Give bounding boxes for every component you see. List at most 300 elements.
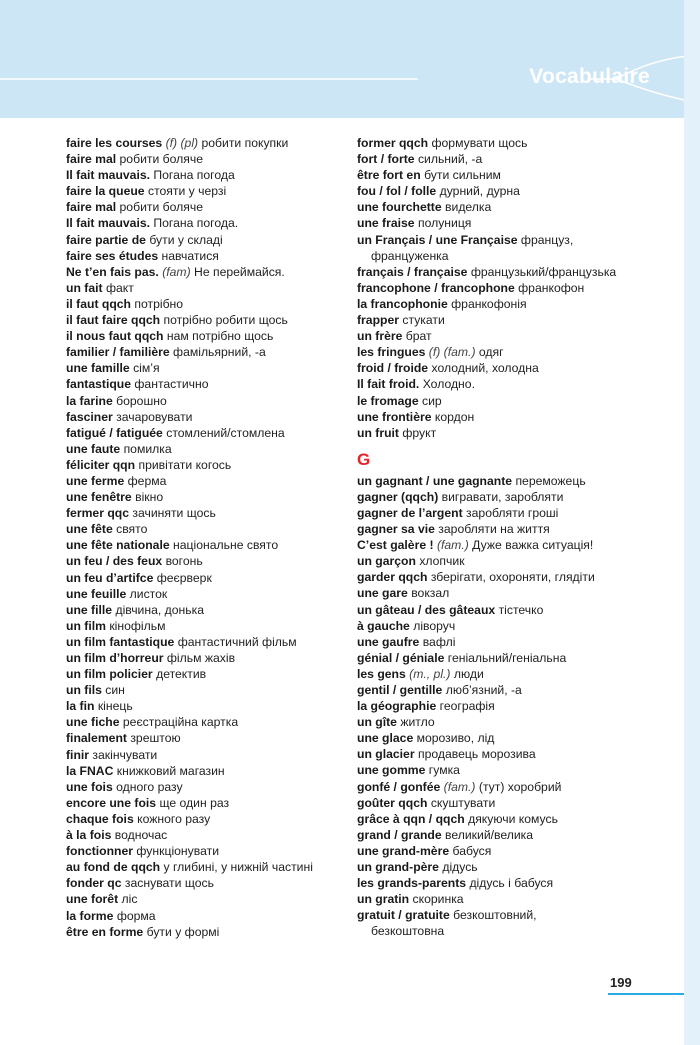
vocab-term: faire mal [66,152,117,167]
vocab-term: gratuit / gratuite [357,908,450,923]
vocab-entry [66,618,346,634]
vocab-term: une frontière [357,409,432,424]
vocab-translation: фрукт [402,425,437,440]
vocab-term: C’est galère ! [357,538,434,553]
vocab-entry [66,891,346,907]
vocab-term: un garçon [357,554,416,569]
header-wave-line [0,0,700,118]
vocab-entry [357,602,692,618]
vocab-translation: привітати когось [138,457,232,472]
vocab-translation: безкоштовний, [453,908,537,923]
vocab-translation: кордон [434,409,475,424]
vocab-term: Il fait mauvais. [66,216,150,231]
vocab-term: la francophonie [357,296,448,311]
vocab-translation: гумка [428,763,460,778]
vocab-term: un gîte [357,715,397,730]
vocab-term: frapper [357,313,399,328]
vocab-translation: фамільярний, -а [173,345,266,360]
vocab-translation: французький/французька [470,264,617,279]
vocab-translation: сім’я [133,361,160,376]
vocab-entry [66,232,346,248]
vocab-translation: холодний, холодна [431,361,539,376]
vocab-entry [66,183,346,199]
vocab-entry [357,393,692,409]
vocab-translation: вогонь [165,554,203,569]
vocab-translation: одяг [478,345,504,360]
vocab-translation: стояти у черзі [147,184,227,199]
vocab-translation: сильний, -а [417,152,483,167]
vocab-term: une fête nationale [66,538,170,553]
vocab-entry [357,795,692,811]
vocab-translation: безкоштовна [371,924,445,939]
vocab-translation: бути у складі [149,232,223,247]
vocab-entry [66,827,346,843]
vocab-translation: геніальний/геніальна [447,650,567,665]
vocab-translation: зберігати, охороняти, глядіти [430,570,595,585]
vocab-term: fermer qqc [66,506,129,521]
vocab-term: un film policier [66,667,153,682]
vocab-entry [357,650,692,666]
vocab-translation: тістечко [498,602,544,617]
vocab-translation: брат [405,329,432,344]
vocab-entry [66,537,346,553]
vocab-entry [357,473,692,489]
vocab-translation: реєстраційна картка [122,715,239,730]
vocab-entry [66,457,346,473]
vocab-entry [357,425,692,441]
vocab-term: être fort en [357,168,421,183]
vocab-entry [357,264,692,280]
vocab-entry [66,296,346,312]
vocab-term: une fraise [357,216,415,231]
vocab-term: une gaufre [357,634,420,649]
vocab-translation: зрештою [130,731,181,746]
vocab-entry [66,811,346,827]
vocab-term: un fils [66,683,102,698]
vocab-entry [357,698,692,714]
vocab-entry [66,730,346,746]
vocab-translation: заснувати щось [124,876,214,891]
vocab-translation: функціонувати [136,844,219,859]
vocab-term: à la fois [66,828,112,843]
vocab-entry [66,666,346,682]
vocab-entry [66,344,346,360]
vocab-term: une forêt [66,892,119,907]
vocab-term: faire mal [66,200,117,215]
right-column-g-entries [357,473,692,940]
vocab-translation: вигравати, заробляти [441,489,564,504]
vocab-term: gagner (qqch) [357,489,439,504]
vocab-translation: заробляти гроші [466,505,559,520]
vocab-entry [357,843,692,859]
vocab-translation: вікно [135,490,164,505]
vocab-entry [357,746,692,762]
vocab-translation: потрібно [134,296,184,311]
vocab-translation: дякуючи комусь [468,811,558,826]
vocab-translation: фантастично [134,377,209,392]
vocab-translation: стукати [402,313,445,328]
vocab-entry [66,489,346,505]
vocab-entry [357,811,692,827]
page-header [0,0,700,118]
vocab-term: une fourchette [357,200,442,215]
vocab-term: fantastique [66,377,132,392]
vocab-entry [357,618,692,634]
vocab-term: une famille [66,361,130,376]
vocab-entry [66,570,346,586]
vocab-translation: скоринка [412,892,464,907]
vocab-entry [66,505,346,521]
vocab-term: une fiche [66,715,120,730]
vocab-term: garder qqch [357,570,428,585]
vocab-term: faire ses études [66,248,159,263]
vocab-translation: географія [439,699,495,714]
vocab-translation: ферма [127,473,167,488]
vocab-entry [357,521,692,537]
vocab-entry [357,183,692,199]
vocab-term: une feuille [66,586,127,601]
vocab-translation: навчатися [161,248,219,263]
vocab-term: la forme [66,908,114,923]
vocab-term: finir [66,747,90,762]
vocab-translation: француз, [520,232,574,247]
vocab-translation: виделка [445,200,492,215]
vocab-term: la fin [66,699,95,714]
vocab-entry [66,264,346,280]
vocab-translation: зачиняти щось [132,506,216,521]
vocab-grammar-note: (fam) [162,264,191,279]
vocab-translation: робити покупки [201,136,289,150]
vocab-term: un gagnant / une gagnante [357,473,513,488]
vocab-entry [357,875,692,891]
vocab-translation: Не переймайся. [194,264,285,279]
vocab-translation: ще один раз [159,795,230,810]
vocab-entry [357,199,692,215]
vocab-entry [66,376,346,392]
vocab-term: au fond de qqch [66,860,161,875]
page-number-rule [608,993,684,995]
vocab-entry [66,280,346,296]
vocab-grammar-note: (fam.) [436,538,469,553]
vocab-entry [357,762,692,778]
vocab-term: une ferme [66,473,125,488]
vocab-term: un glacier [357,747,415,762]
vocab-translation: бабуся [452,843,492,858]
vocab-translation: феєрверк [156,570,212,585]
vocab-term: un gâteau / des gâteaux [357,602,496,617]
right-column-f-entries [357,135,692,441]
vocab-entry [66,167,346,183]
vocab-term: encore une fois [66,795,157,810]
vocab-entry [357,489,692,505]
vocab-term: fou / fol / folle [357,184,437,199]
vocab-term: la géographie [357,699,437,714]
vocab-entry [66,908,346,924]
vocab-term: un grand-père [357,860,439,875]
vocab-entry [357,891,692,907]
vocab-term: les gens [357,666,406,681]
vocab-entry [66,328,346,344]
vocab-entry [66,875,346,891]
vocab-translation: ліс [121,892,138,907]
vocab-term: la farine [66,393,113,408]
vocab-term: un Français / une Française [357,232,518,247]
vocab-term: fort / forte [357,152,415,167]
vocab-entry [357,923,692,939]
vocab-translation: фільм жахів [166,651,236,665]
vocab-term: il nous faut qqch [66,329,164,344]
vocab-translation: дідусь [442,860,478,875]
vocab-term: une gomme [357,763,426,778]
vocab-translation: бути сильним [424,168,501,183]
vocab-term: gonfé / gonfée [357,779,441,794]
vocab-translation: детектив [156,667,207,682]
vocab-term: un frère [357,329,403,344]
vocab-translation: водночас [114,828,168,843]
vocab-term: chaque fois [66,811,134,826]
vocab-entry [357,280,692,296]
vocab-translation: француженка [371,248,449,263]
vocab-entry [66,135,346,151]
vocab-entry [357,296,692,312]
vocab-translation: переможець [515,473,586,488]
vocab-entry [357,827,692,843]
vocab-entry [357,151,692,167]
vocab-translation: помилка [123,441,172,456]
vocab-term: fatigué / fatiguée [66,425,163,440]
vocab-term: former qqch [357,136,429,150]
vocab-translation: франкофонія [451,296,527,311]
vocab-entry [66,360,346,376]
vocab-translation: кінофільм [109,618,166,633]
vocab-entry [357,634,692,650]
vocab-term: Ne t’en fais pas. [66,264,159,279]
vocab-translation: (тут) хоробрий [478,779,562,794]
vocab-term: fonctionner [66,844,134,859]
vocab-entry [66,473,346,489]
vocab-term: fonder qc [66,876,122,891]
vocab-translation: закінчувати [92,747,158,762]
vocab-entry [357,714,692,730]
vocab-translation: дурний, дурна [439,184,520,199]
vocab-entry [66,586,346,602]
vocab-entry [66,215,346,231]
vocab-term: grand / grande [357,827,442,842]
vocab-entry [357,344,692,360]
vocab-translation: потрібно робити щось [163,313,288,328]
vocab-entry [357,312,692,328]
vocab-entry [66,199,346,215]
vocab-term: une glace [357,731,414,746]
vocab-term: français / française [357,264,468,279]
vocab-translation: заробляти на життя [438,522,550,537]
vocab-term: goûter qqch [357,795,428,810]
vocab-term: une fenêtre [66,490,132,505]
vocab-translation: Дуже важка ситуація! [472,538,594,553]
vocab-term: un film fantastique [66,634,175,649]
vocab-entry [66,553,346,569]
vocab-term: faire les courses [66,136,163,150]
vocab-entry [357,215,692,231]
vocab-entry [357,328,692,344]
vocab-translation: люб’язний, -а [445,683,522,697]
vocab-entry [357,907,692,923]
vocab-term: un fruit [357,425,399,440]
vocab-grammar-note: (f) (pl) [165,136,199,150]
vocab-entry [357,682,692,698]
vocab-term: finalement [66,731,127,746]
vocab-term: une faute [66,441,121,456]
vocab-entry [357,360,692,376]
vocab-term: Il fait mauvais. [66,168,150,183]
vocab-entry [66,441,346,457]
vocab-entry [66,795,346,811]
vocab-entry [66,409,346,425]
vocab-translation: скуштувати [430,795,496,810]
vocab-translation: франкофон [518,280,585,295]
vocab-term: gagner sa vie [357,522,435,537]
vocab-term: il faut faire qqch [66,313,161,328]
vocab-translation: листок [129,586,168,601]
vocab-translation: вафлі [422,634,456,649]
vocab-entry [357,167,692,183]
vocab-entry [66,393,346,409]
vocab-entry [357,553,692,569]
vocab-translation: Погана погода [153,168,235,183]
vocab-term: génial / géniale [357,650,445,665]
vocab-entry [357,569,692,585]
vocab-term: une fois [66,779,113,794]
page-number: 199 [610,975,632,990]
vocab-translation: факт [105,280,134,295]
vocab-entry [357,248,692,264]
vocab-translation: сир [422,393,442,408]
vocab-term: francophone / francophone [357,280,515,295]
vocab-grammar-note: (fam.) [443,779,476,794]
vocab-entry [66,248,346,264]
vocab-entry [357,537,692,553]
vocab-entry [357,376,692,392]
vocab-term: fasciner [66,409,113,424]
vocab-translation: свято [116,522,148,537]
vocab-entry [66,924,346,940]
vocab-translation: одного разу [116,779,183,794]
vocab-translation: кінець [97,699,133,714]
vocab-translation: кожного разу [137,811,211,826]
vocab-translation: робити боляче [119,152,203,167]
vocab-term: Il fait froid. [357,377,420,392]
right-column [357,135,692,940]
vocab-entry [357,135,692,151]
vocab-entry [66,151,346,167]
vocab-term: un feu / des feux [66,554,163,569]
vocab-entry [357,666,692,682]
vocab-translation: люди [453,666,484,681]
vocab-translation: полуниця [417,216,472,231]
vocab-translation: дідусь і бабуся [469,876,554,891]
vocab-term: froid / froide [357,361,429,376]
vocab-term: à gauche [357,618,410,633]
vocab-entry [66,859,346,875]
vocab-term: une fête [66,522,113,537]
vocab-entry [66,682,346,698]
vocab-translation: Холодно. [422,377,475,392]
vocab-term: familier / familière [66,345,170,360]
vocab-term: la FNAC [66,763,114,778]
vocab-term: une fille [66,602,113,617]
vocab-entry [66,650,346,666]
vocab-term: il faut qqch [66,296,131,311]
vocab-entry [66,843,346,859]
vocab-translation: великий/велика [445,827,534,842]
vocab-entry [66,602,346,618]
vocab-entry [357,859,692,875]
vocab-term: gentil / gentille [357,683,443,697]
vocab-translation: національне свято [173,538,279,553]
vocab-translation: форма [116,908,156,923]
vocab-term: être en forme [66,924,144,939]
vocab-translation: зачаровувати [116,409,193,424]
vocab-term: un film d’horreur [66,651,164,665]
vocab-translation: фантастичний фільм [177,634,297,649]
vocab-translation: хлопчик [419,554,465,569]
vocab-translation: син [105,683,125,698]
vocab-entry [66,747,346,763]
vocab-term: une grand-mère [357,843,450,858]
vocab-translation: Погана погода. [153,216,239,231]
vocab-term: féliciter qqn [66,457,136,472]
vocab-entry [66,779,346,795]
vocab-term: faire la queue [66,184,145,199]
vocab-entry [66,698,346,714]
vocab-translation: бути у формі [146,924,220,939]
vocab-term: un gratin [357,892,410,907]
vocab-entry [357,409,692,425]
vocab-grammar-note: (m., pl.) [409,666,451,681]
vocab-translation: книжковий магазин [116,763,225,778]
vocab-entry [66,425,346,441]
vocab-entry [66,634,346,650]
vocab-entry [66,714,346,730]
vocab-translation: формувати щось [431,136,528,150]
vocab-term: une gare [357,586,408,601]
vocab-term: un fait [66,280,103,295]
vocab-translation: стомлений/стомлена [166,425,285,440]
vocab-term: les fringues [357,345,426,360]
vocab-translation: борошно [116,393,167,408]
vocab-translation: у глибині, у нижній частині [163,860,313,875]
vocab-entry [66,763,346,779]
vocab-entry [357,779,692,795]
vocab-grammar-note: (f) (fam.) [428,345,476,360]
vocab-entry [66,521,346,537]
vocab-term: les grands-parents [357,876,467,891]
section-letter: G [357,449,371,469]
vocab-entry [357,730,692,746]
vocab-term: le fromage [357,393,419,408]
vocab-term: un feu d’artifce [66,570,154,585]
vocab-entry [357,232,692,248]
vocab-translation: вокзал [411,586,450,601]
left-column [66,135,346,940]
vocab-term: grâce à qqn / qqch [357,811,465,826]
vocab-translation: житло [400,715,435,730]
page-title: Vocabulaire [529,65,650,88]
vocab-term: gagner de l’argent [357,505,463,520]
vocab-term: faire partie de [66,232,146,247]
vocab-translation: робити боляче [119,200,203,215]
vocab-translation: нам потрібно щось [166,329,274,344]
